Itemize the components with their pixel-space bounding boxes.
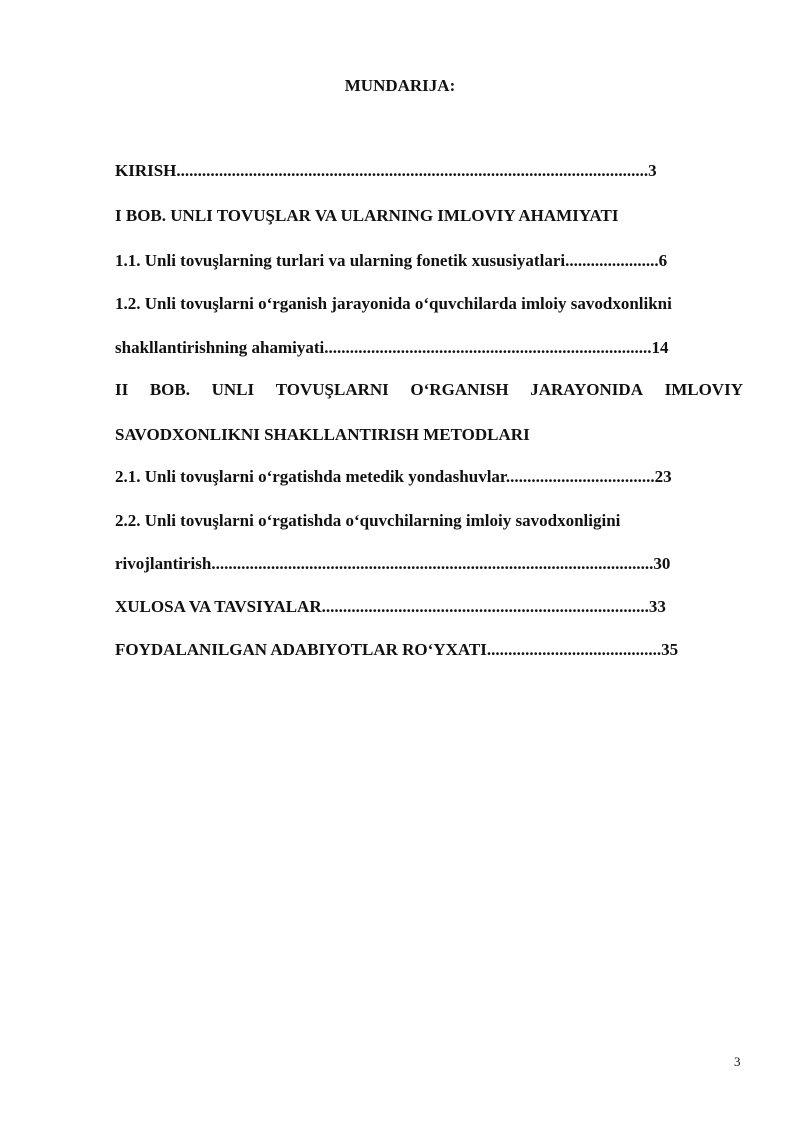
toc-chapter-2-word: II bbox=[115, 380, 129, 399]
toc-entry-2-2-line2: rivojlantirish........................................................................................................30 bbox=[115, 554, 671, 573]
toc-chapter-2-word: IMLOVIY bbox=[664, 380, 743, 399]
toc-chapter-2-title-line1 bbox=[115, 379, 743, 401]
toc-entry-xulosa: XULOSA VA TAVSIYALAR.............................................................................33 bbox=[115, 597, 666, 616]
toc-entry-adabiyotlar: FOYDALANILGAN ADABIYOTLAR RO‘YXATI.........................................35 bbox=[115, 640, 679, 659]
toc-entry-1-2-line2: shakllantirishning ahamiyati.............................................................................14 bbox=[115, 338, 669, 357]
toc-entry-1-2-line1: 1.2. Unli tovuşlarni o‘rganish jarayonida o‘quvchilarda imloiy savodxonlikni bbox=[115, 294, 672, 313]
toc-chapter-2-title-line2: SAVODXONLIKNI SHAKLLANTIRISH METODLARI bbox=[115, 425, 530, 444]
toc-chapter-2-word: O‘RGANISH bbox=[410, 380, 509, 399]
page-title: MUNDARIJA: bbox=[344, 76, 456, 95]
toc-chapter-1-title: I BOB. UNLI TOVUŞLAR VA ULARNING IMLOVIY AHAMIYATI bbox=[115, 206, 619, 225]
toc-chapter-2-word: BOB. bbox=[149, 380, 190, 399]
toc-entry-kirish: KIRISH...............................................................................................................3 bbox=[115, 161, 657, 180]
toc-entry-1-1: 1.1. Unli tovuşlarning turlari va ularning fonetik xususiyatlari......................6 bbox=[115, 251, 668, 270]
page-number: 3 bbox=[734, 1054, 741, 1069]
toc-entry-2-2-line1: 2.2. Unli tovuşlarni o‘rgatishda o‘quvchilarning imloiy savodxonligini bbox=[115, 511, 621, 530]
toc-chapter-2-word: JARAYONIDA bbox=[530, 380, 643, 399]
toc-chapter-2-word: UNLI bbox=[211, 380, 255, 399]
toc-entry-2-1: 2.1. Unli tovuşlarni o‘rgatishda metedik yondashuvlar...................................23 bbox=[115, 467, 672, 486]
toc-chapter-2-word: TOVUŞLARNI bbox=[275, 380, 389, 399]
